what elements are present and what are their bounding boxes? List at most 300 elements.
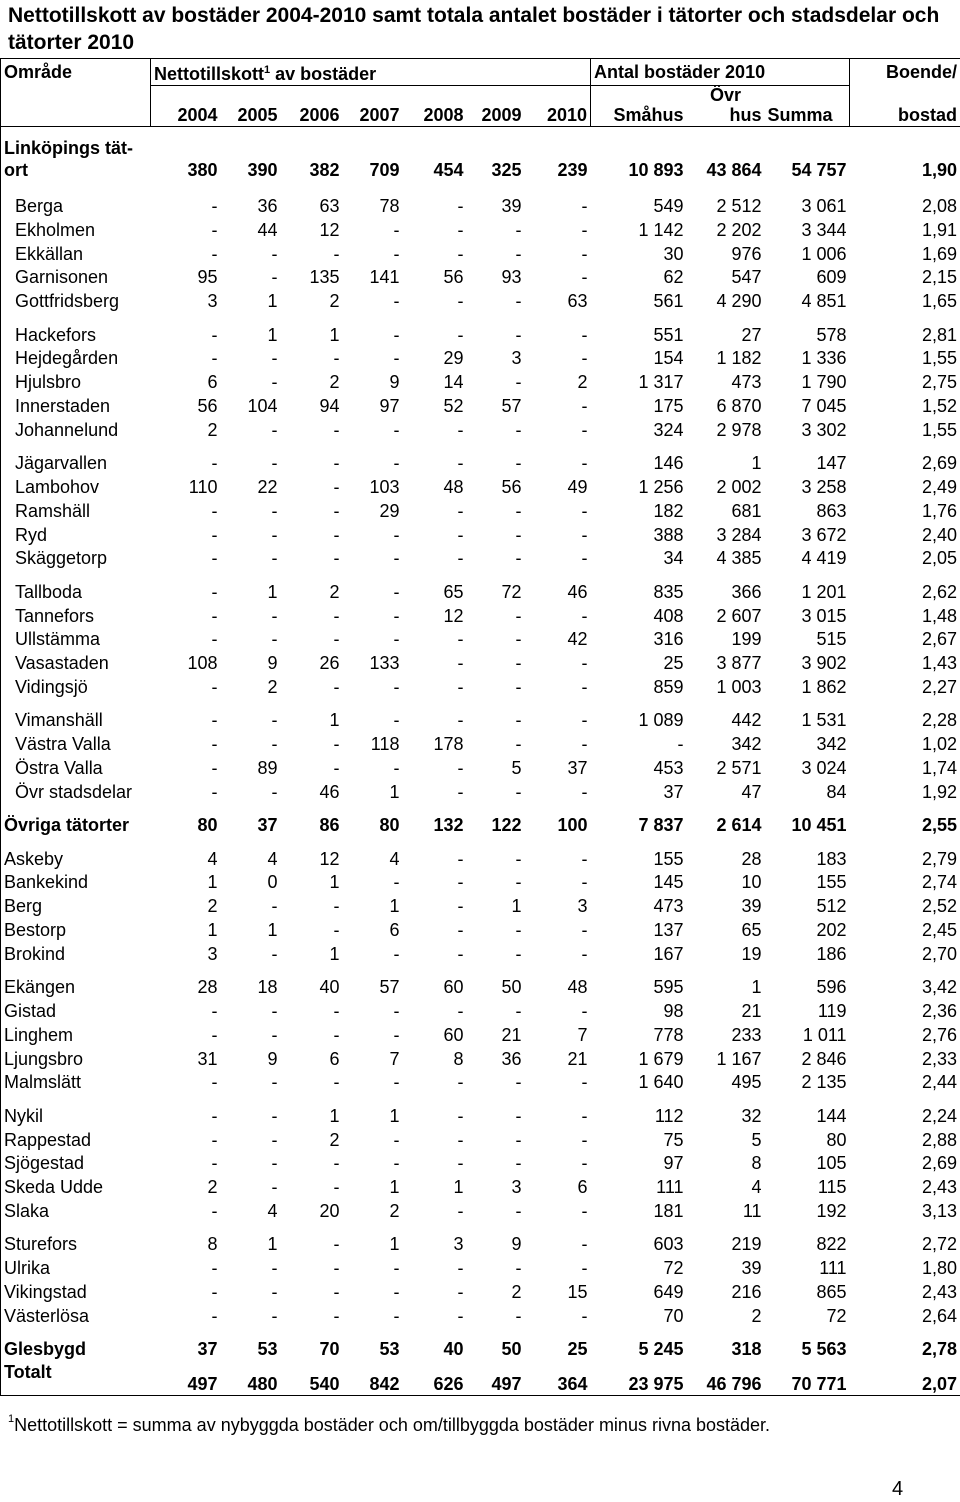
- cell-value: 72: [826, 1305, 847, 1326]
- cell-value: -: [515, 324, 522, 345]
- cell-value: -: [211, 1072, 218, 1093]
- area-header-blank: [1, 86, 151, 127]
- cell-value: -: [211, 677, 218, 697]
- cell-value: -: [515, 1153, 522, 1174]
- cell-value: -: [457, 219, 464, 240]
- row-label: Glesbygd: [1, 1337, 151, 1361]
- total-row: [1, 1361, 960, 1396]
- cell-value: 147: [816, 453, 847, 474]
- cell-value: 1 790: [801, 372, 847, 393]
- row-label: Vikingstad: [1, 1280, 151, 1304]
- cell-value: 29: [443, 348, 464, 369]
- cell-value: -: [211, 500, 218, 521]
- table-row: [1, 1151, 960, 1175]
- cell-value: 65: [443, 581, 464, 602]
- cell-value: -: [393, 1000, 400, 1021]
- cell-value: 1: [389, 781, 400, 802]
- cell-value: 10 893: [628, 159, 684, 180]
- cell-value: -: [211, 1105, 218, 1126]
- cell-value: 1: [453, 1177, 464, 1198]
- row-label: Berg: [1, 894, 151, 918]
- cell-value: -: [333, 1072, 340, 1093]
- cell-value: 1: [389, 1177, 400, 1198]
- cell-value: 3: [207, 291, 218, 312]
- cell-value: 105: [816, 1153, 847, 1174]
- cell-value: 547: [731, 267, 762, 288]
- cell-value: -: [271, 1153, 278, 1174]
- page-title: Nettotillskott av bostäder 2004-2010 samt totala antalet bostäder i tätorter och stadsdelar och tätorter 2010: [8, 4, 940, 54]
- table-row: [1, 370, 960, 394]
- cell-value: 60: [443, 977, 464, 998]
- cell-value: 20: [319, 1200, 340, 1221]
- cell-value: 40: [443, 1339, 464, 1360]
- cell-value: 1 531: [801, 710, 847, 731]
- row-label: Ryd: [1, 523, 151, 547]
- cell-value: 178: [433, 734, 464, 755]
- cell-value: 57: [379, 977, 400, 998]
- cell-value: -: [271, 781, 278, 802]
- cell-value: -: [457, 1305, 464, 1326]
- cell-value: -: [581, 605, 588, 626]
- cell-value: 2,76: [850, 1023, 960, 1047]
- cell-value: 0: [267, 872, 278, 893]
- table-row: [1, 604, 960, 628]
- table-row: [1, 1047, 960, 1071]
- cell-value: 2 846: [801, 1048, 847, 1069]
- cell-value: -: [271, 1258, 278, 1279]
- cell-value: 63: [319, 196, 340, 217]
- cell-value: -: [457, 1200, 464, 1221]
- cell-value: -: [515, 1258, 522, 1279]
- cell-value: -: [457, 757, 464, 778]
- cell-value: 316: [653, 629, 684, 650]
- cell-value: 181: [653, 1200, 684, 1221]
- cell-value: -: [515, 453, 522, 474]
- cell-value: 2 135: [801, 1072, 847, 1093]
- row-label: Västerlösa: [1, 1304, 151, 1328]
- cell-value: 6: [577, 1177, 588, 1198]
- cell-value: 28: [197, 977, 218, 998]
- cell-value: 1: [267, 919, 278, 940]
- cell-value: -: [393, 524, 400, 545]
- cell-value: -: [581, 848, 588, 869]
- cell-value: 2,74: [850, 870, 960, 894]
- cell-value: -: [211, 1200, 218, 1221]
- cell-value: 233: [731, 1024, 762, 1045]
- cell-value: -: [211, 1129, 218, 1150]
- cell-value: -: [271, 1281, 278, 1302]
- cell-value: 104: [247, 396, 278, 417]
- cell-value: 3,42: [850, 975, 960, 999]
- cell-value: 182: [653, 500, 684, 521]
- cell-value: -: [515, 524, 522, 545]
- cell-value: 2 614: [716, 815, 762, 836]
- cell-value: 25: [567, 1339, 588, 1360]
- cell-value: 2,69: [850, 1151, 960, 1175]
- cell-value: 540: [281, 1361, 343, 1396]
- cell-value: -: [393, 1129, 400, 1150]
- cell-value: 103: [369, 477, 400, 498]
- cell-value: -: [515, 243, 522, 264]
- cell-value: -: [457, 243, 464, 264]
- cell-value: -: [581, 943, 588, 964]
- cell-value: -: [515, 219, 522, 240]
- row-label: Bankekind: [1, 870, 151, 894]
- cell-value: 111: [819, 1258, 847, 1279]
- cell-value: -: [515, 1000, 522, 1021]
- cell-value: -: [211, 605, 218, 626]
- table-row: [1, 651, 960, 675]
- cell-value: 1: [207, 919, 218, 940]
- cell-value: -: [581, 396, 588, 417]
- row-label: Sjögestad: [1, 1151, 151, 1175]
- cell-value: 219: [731, 1234, 762, 1255]
- cell-value: 40: [319, 977, 340, 998]
- cell-value: 2: [207, 1177, 218, 1198]
- cell-value: -: [515, 500, 522, 521]
- cell-value: 4: [207, 848, 218, 869]
- row-label: Slaka: [1, 1199, 151, 1223]
- cell-value: 2,55: [850, 813, 960, 837]
- cell-value: -: [457, 1000, 464, 1021]
- cell-value: 318: [731, 1339, 762, 1360]
- cell-value: 2,64: [850, 1304, 960, 1328]
- cell-value: -: [515, 919, 522, 940]
- cell-value: -: [581, 419, 588, 440]
- cell-value: 30: [663, 243, 684, 264]
- cell-value: 835: [653, 581, 684, 602]
- cell-value: 408: [653, 605, 684, 626]
- cell-value: 578: [816, 324, 847, 345]
- cell-value: 603: [653, 1234, 684, 1255]
- table-row: [1, 628, 960, 652]
- cell-value: 80: [826, 1129, 847, 1150]
- cell-value: 976: [731, 243, 762, 264]
- cell-value: 56: [443, 267, 464, 288]
- cell-value: -: [457, 848, 464, 869]
- cell-value: 3 302: [801, 419, 847, 440]
- cell-value: -: [333, 1305, 340, 1326]
- spacer-row: [1, 570, 960, 580]
- cell-value: 1 011: [802, 1024, 847, 1045]
- spacer-row: [1, 313, 960, 323]
- cell-value: -: [393, 453, 400, 474]
- spacer-row: [1, 185, 960, 195]
- cell-value: 98: [663, 1000, 684, 1021]
- cell-value: 7: [389, 1048, 400, 1069]
- cell-value: -: [457, 1129, 464, 1150]
- cell-value: 2: [577, 372, 588, 393]
- cell-value: -: [271, 943, 278, 964]
- table-row: [1, 1023, 960, 1047]
- cell-value: -: [211, 781, 218, 802]
- cell-value: 72: [501, 581, 522, 602]
- row-label: Berga: [1, 194, 151, 218]
- row-label: Totalt: [1, 1361, 151, 1396]
- cell-value: -: [211, 1153, 218, 1174]
- cell-value: 1 256: [638, 477, 684, 498]
- cell-value: -: [457, 872, 464, 893]
- cell-value: 2: [511, 1281, 522, 1302]
- cell-value: 108: [187, 653, 218, 674]
- cell-value: -: [211, 548, 218, 569]
- cell-value: 5 563: [801, 1339, 847, 1360]
- year-header-2004: 2004: [151, 86, 221, 127]
- row-label: Garnisonen: [1, 266, 151, 290]
- cell-value: 22: [257, 477, 278, 498]
- cell-value: 1: [267, 581, 278, 602]
- table-row: [1, 1232, 960, 1256]
- spacer-row: [1, 1223, 960, 1233]
- cell-value: 2,79: [850, 847, 960, 871]
- cell-value: -: [581, 1258, 588, 1279]
- cell-value: -: [515, 548, 522, 569]
- cell-value: 27: [741, 324, 762, 345]
- table-row: [1, 756, 960, 780]
- cell-value: 1: [267, 324, 278, 345]
- cell-value: 95: [197, 267, 218, 288]
- cell-value: -: [333, 419, 340, 440]
- cell-value: 1: [389, 896, 400, 917]
- row-label: Vimanshäll: [1, 709, 151, 733]
- year-header-2009: 2009: [467, 86, 525, 127]
- cell-value: 382: [309, 159, 340, 180]
- cell-value: -: [581, 219, 588, 240]
- page-number: 4: [892, 1478, 904, 1500]
- cell-value: 115: [817, 1177, 847, 1198]
- cell-value: 342: [816, 734, 847, 755]
- cell-value: 1,55: [850, 418, 960, 442]
- cell-value: 3 877: [716, 653, 762, 674]
- cell-value: 2: [267, 677, 278, 697]
- row-label: Tallboda: [1, 580, 151, 604]
- cell-value: 3 284: [716, 524, 762, 545]
- table-row: [1, 547, 960, 571]
- row-label: Övr stadsdelar: [1, 780, 151, 804]
- cell-value: 1,90: [850, 137, 960, 185]
- cell-value: -: [515, 653, 522, 674]
- cell-value: 1,74: [850, 756, 960, 780]
- row-label: Övriga tätorter: [1, 813, 151, 837]
- cell-value: 1: [329, 1105, 340, 1126]
- cell-value: 216: [731, 1281, 762, 1302]
- cell-value: 1 006: [801, 243, 847, 264]
- cell-value: 49: [567, 477, 588, 498]
- cell-value: 97: [663, 1153, 684, 1174]
- cell-value: 2,05: [850, 547, 960, 571]
- cell-value: 1 679: [638, 1048, 684, 1069]
- cell-value: -: [515, 629, 522, 650]
- cell-value: -: [333, 919, 340, 940]
- cell-value: 239: [557, 159, 588, 180]
- per-dwelling-header-bottom: bostad: [850, 86, 960, 127]
- cell-value: 118: [370, 734, 400, 755]
- cell-value: -: [211, 453, 218, 474]
- row-label: Johannelund: [1, 418, 151, 442]
- cell-value: -: [581, 1000, 588, 1021]
- cell-value: -: [333, 605, 340, 626]
- cell-value: 146: [653, 453, 684, 474]
- cell-value: -: [393, 219, 400, 240]
- cell-value: -: [333, 757, 340, 778]
- table-row: [1, 709, 960, 733]
- cell-value: 3 672: [801, 524, 847, 545]
- cell-value: 10 451: [791, 815, 847, 836]
- cell-value: -: [515, 943, 522, 964]
- cell-value: -: [457, 548, 464, 569]
- header-row-1: [1, 59, 960, 86]
- cell-value: -: [457, 196, 464, 217]
- cell-value: 3: [207, 943, 218, 964]
- cell-value: 822: [816, 1234, 847, 1255]
- table-row: [1, 451, 960, 475]
- cell-value: -: [333, 1258, 340, 1279]
- cell-value: -: [211, 581, 218, 602]
- cell-value: 1: [267, 291, 278, 312]
- cell-value: 1: [329, 872, 340, 893]
- cell-value: 2 978: [716, 419, 762, 440]
- year-header-2006: 2006: [281, 86, 343, 127]
- cell-value: 23 975: [591, 1361, 687, 1396]
- cell-value: -: [333, 677, 340, 697]
- glesbygd-row: [1, 1337, 960, 1361]
- cell-value: -: [515, 1200, 522, 1221]
- cell-value: -: [211, 1000, 218, 1021]
- cell-value: -: [271, 348, 278, 369]
- cell-value: -: [333, 1177, 340, 1198]
- cell-value: 15: [567, 1281, 588, 1302]
- cell-value: -: [581, 524, 588, 545]
- cell-value: -: [271, 453, 278, 474]
- cell-value: 39: [741, 896, 762, 917]
- cell-value: 52: [443, 396, 464, 417]
- cell-value: 380: [187, 159, 218, 180]
- cell-value: 596: [816, 977, 847, 998]
- cell-value: 4: [389, 848, 400, 869]
- cell-value: -: [515, 1072, 522, 1093]
- cell-value: -: [393, 291, 400, 312]
- cell-value: 709: [369, 159, 400, 180]
- table-row: [1, 394, 960, 418]
- cell-value: -: [333, 734, 340, 755]
- cell-value: 119: [817, 1000, 847, 1021]
- row-label: Skeda Udde: [1, 1175, 151, 1199]
- cell-value: 1,48: [850, 604, 960, 628]
- cell-value: 515: [816, 629, 847, 650]
- cell-value: 2,07: [850, 1361, 960, 1396]
- cell-value: 137: [653, 919, 684, 940]
- cell-value: -: [393, 629, 400, 650]
- cell-value: 57: [501, 396, 522, 417]
- year-header-2007: 2007: [343, 86, 403, 127]
- cell-value: -: [211, 1281, 218, 1302]
- cell-value: 11: [742, 1200, 762, 1221]
- table-body: [1, 127, 960, 1396]
- cell-value: 2: [751, 1305, 762, 1326]
- cell-value: 50: [501, 977, 522, 998]
- cell-value: 46: [319, 781, 340, 802]
- table-row: [1, 918, 960, 942]
- cell-value: 2: [207, 419, 218, 440]
- cell-value: -: [271, 243, 278, 264]
- cell-value: 133: [369, 653, 400, 674]
- cell-value: 2: [207, 896, 218, 917]
- cell-value: 93: [501, 267, 522, 288]
- spacer-row: [1, 442, 960, 452]
- cell-value: 37: [197, 1339, 218, 1360]
- cell-value: 21: [741, 1000, 762, 1021]
- cell-value: -: [457, 1105, 464, 1126]
- cell-value: -: [333, 243, 340, 264]
- cell-value: -: [393, 548, 400, 569]
- cell-value: -: [581, 1072, 588, 1093]
- cell-value: 9: [511, 1234, 522, 1255]
- row-label: Hackefors: [1, 323, 151, 347]
- cell-value: -: [271, 629, 278, 650]
- row-label: Innerstaden: [1, 394, 151, 418]
- cell-value: 135: [309, 267, 340, 288]
- cell-value: 549: [653, 196, 684, 217]
- cell-value: -: [515, 677, 522, 697]
- cell-value: 70: [319, 1339, 340, 1360]
- cell-value: 39: [741, 1258, 762, 1279]
- area-header: Område: [1, 59, 151, 86]
- cell-value: 2,40: [850, 523, 960, 547]
- row-label: Ullstämma: [1, 628, 151, 652]
- cell-value: 4: [751, 1177, 762, 1198]
- cell-value: 12: [319, 219, 340, 240]
- cell-value: -: [457, 500, 464, 521]
- cell-value: 1: [389, 1234, 400, 1255]
- cell-value: 2 571: [716, 757, 762, 778]
- cell-value: -: [581, 653, 588, 674]
- cell-value: 47: [741, 781, 762, 802]
- cell-value: -: [581, 324, 588, 345]
- cell-value: 141: [369, 267, 400, 288]
- cell-value: 9: [389, 372, 400, 393]
- table-row: [1, 942, 960, 966]
- cell-value: 6: [389, 919, 400, 940]
- row-label: Linköpings tät- ort: [1, 137, 151, 185]
- cell-value: -: [393, 943, 400, 964]
- row-label: Linghem: [1, 1023, 151, 1047]
- cell-value: 2,49: [850, 475, 960, 499]
- row-label: Ekholmen: [1, 218, 151, 242]
- cell-value: 14: [443, 372, 464, 393]
- table-row: [1, 1104, 960, 1128]
- cell-value: 497: [467, 1361, 525, 1396]
- cell-value: -: [271, 1305, 278, 1326]
- cell-value: 1: [329, 943, 340, 964]
- row-label: Lambohov: [1, 475, 151, 499]
- cell-value: 43 864: [706, 159, 762, 180]
- cell-value: 2 002: [716, 477, 762, 498]
- cell-value: 778: [653, 1024, 684, 1045]
- cell-value: 1: [511, 896, 522, 917]
- row-label: Brokind: [1, 942, 151, 966]
- cell-value: -: [271, 710, 278, 731]
- cell-value: -: [333, 453, 340, 474]
- cell-value: 1 862: [801, 677, 847, 697]
- cell-value: 1 089: [638, 710, 684, 731]
- row-label: Jägarvallen: [1, 451, 151, 475]
- cell-value: -: [581, 710, 588, 731]
- year-header-2008: 2008: [403, 86, 467, 127]
- cell-value: -: [271, 1129, 278, 1150]
- row-label: Ekkällan: [1, 242, 151, 266]
- row-label: Hjulsbro: [1, 370, 151, 394]
- cell-value: -: [457, 677, 464, 697]
